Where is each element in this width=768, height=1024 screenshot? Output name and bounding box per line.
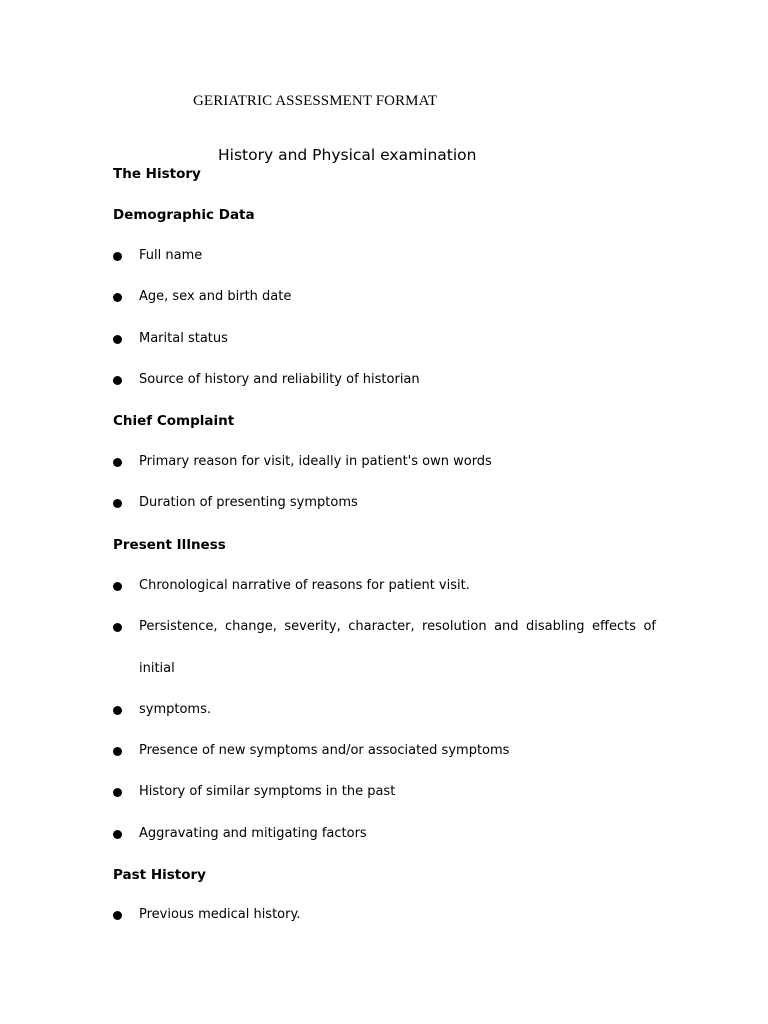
bullet-icon bbox=[113, 335, 122, 344]
bullet-icon bbox=[113, 499, 122, 508]
list-item: Full name bbox=[139, 248, 203, 263]
list-item: symptoms. bbox=[139, 702, 212, 717]
bullet-icon bbox=[113, 706, 122, 715]
bullet-icon bbox=[113, 582, 122, 591]
document-title: GERIATRIC ASSESSMENT FORMAT bbox=[193, 93, 438, 109]
list-item: Source of history and reliability of historian bbox=[139, 372, 420, 387]
bullet-icon bbox=[113, 458, 122, 467]
list-item: Presence of new symptoms and/or associated symptoms bbox=[139, 743, 510, 758]
list-item: Duration of presenting symptoms bbox=[139, 495, 358, 510]
bullet-icon bbox=[113, 747, 122, 756]
bullet-icon bbox=[113, 830, 122, 839]
section-heading-present-illness: Present Illness bbox=[113, 537, 226, 553]
bullet-icon bbox=[113, 293, 122, 302]
bullet-icon bbox=[113, 376, 122, 385]
section-heading-chief-complaint: Chief Complaint bbox=[113, 413, 235, 429]
list-item: Primary reason for visit, ideally in patient's own words bbox=[139, 454, 492, 469]
bullet-icon bbox=[113, 252, 122, 261]
bullet-icon bbox=[113, 788, 122, 797]
list-item: Marital status bbox=[139, 331, 228, 346]
list-item: Chronological narrative of reasons for patient visit. bbox=[139, 578, 470, 593]
section-heading-history: The History bbox=[113, 166, 201, 182]
list-item: Aggravating and mitigating factors bbox=[139, 826, 367, 841]
bullet-icon bbox=[113, 623, 122, 632]
bullet-icon bbox=[113, 911, 122, 920]
list-item-continuation: initial bbox=[139, 661, 175, 676]
list-item: History of similar symptoms in the past bbox=[139, 784, 396, 799]
section-heading-past-history: Past History bbox=[113, 867, 206, 883]
list-item: Age, sex and birth date bbox=[139, 289, 292, 304]
document-subtitle: History and Physical examination bbox=[218, 146, 477, 164]
list-item: Persistence, change, severity, character, resolution and disabling effects of bbox=[139, 619, 656, 634]
section-heading-demographic: Demographic Data bbox=[113, 207, 255, 223]
list-item: Previous medical history. bbox=[139, 907, 301, 922]
